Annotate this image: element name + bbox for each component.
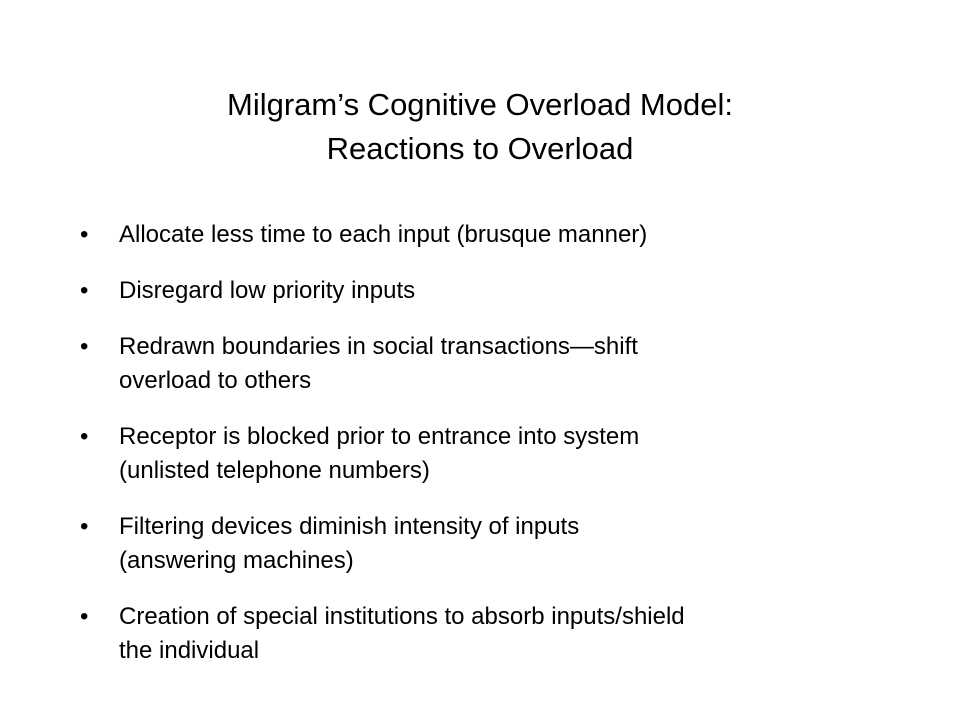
bullet-item-6 bbox=[80, 600, 940, 668]
bullet-text bbox=[119, 420, 940, 488]
bullet-text-line: Creation of special institutions to absorb inputs/shield bbox=[119, 603, 685, 630]
bullet-text-line: Receptor is blocked prior to entrance into system bbox=[119, 423, 640, 450]
bullet-text bbox=[119, 600, 940, 668]
bullet-item-4 bbox=[80, 420, 940, 488]
bullet-item-1 bbox=[80, 218, 940, 252]
bullet-text-line: the individual bbox=[119, 637, 260, 664]
bullet-marker: • bbox=[80, 221, 89, 248]
bullet-text bbox=[119, 510, 940, 578]
bullet-text-line: Disregard low priority inputs bbox=[119, 277, 416, 304]
bullet-text-line: overload to others bbox=[119, 367, 312, 394]
bullet-text-line: (unlisted telephone numbers) bbox=[119, 457, 430, 484]
bullet-text-line: (answering machines) bbox=[119, 547, 354, 574]
bullet-marker: • bbox=[80, 423, 89, 450]
bullet-item-3 bbox=[80, 330, 940, 398]
slide-title bbox=[80, 83, 880, 171]
bullet-text bbox=[119, 274, 940, 308]
slide-title-line-2: Reactions to Overload bbox=[326, 131, 634, 166]
bullet-text-line: Filtering devices diminish intensity of inputs bbox=[119, 513, 580, 540]
bullet-list bbox=[80, 218, 940, 690]
bullet-marker: • bbox=[80, 277, 89, 304]
bullet-text-line: Redrawn boundaries in social transactions—shift bbox=[119, 333, 638, 360]
bullet-marker: • bbox=[80, 513, 89, 540]
bullet-marker: • bbox=[80, 333, 89, 360]
bullet-item-5 bbox=[80, 510, 940, 578]
bullet-text-line: Allocate less time to each input (brusque manner) bbox=[119, 221, 648, 248]
bullet-text bbox=[119, 330, 940, 398]
bullet-text bbox=[119, 218, 940, 252]
bullet-item-2 bbox=[80, 274, 940, 308]
bullet-marker: • bbox=[80, 603, 89, 630]
slide-title-line-1: Milgram’s Cognitive Overload Model: bbox=[227, 87, 733, 122]
